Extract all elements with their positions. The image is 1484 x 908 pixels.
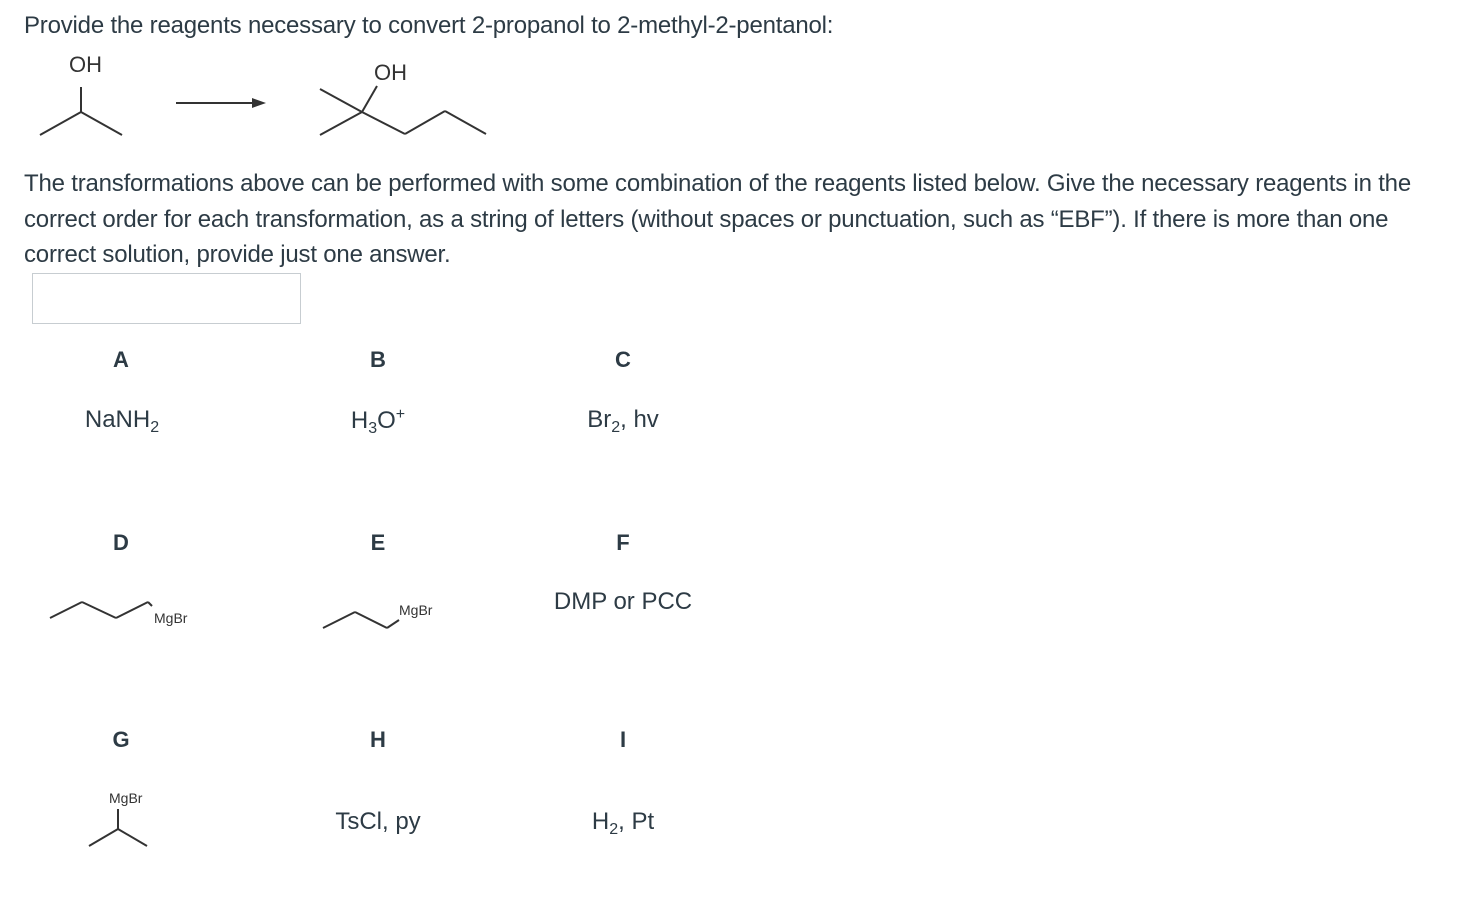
reagent-letter-b: B [370,347,386,372]
reagent-g-isopropylmagnesium-bromide [80,785,170,855]
reagent-c-br2-hv: $Br_2$, hv [587,406,659,436]
reagent-i-h2-pt: $H_2$, Pt [591,808,655,838]
reagent-e-mgbr-label: MgBr [399,602,433,618]
reaction-scheme [0,0,520,150]
reagent-letter-g: G [112,727,130,752]
reagent-letter-d: D [113,530,129,555]
reagent-letter-i: I [619,727,627,752]
reagent-h-tscl-py: TsCl, py [335,808,421,835]
reagent-letter-f: F [616,530,630,555]
reagent-d-mgbr-label: MgBr [154,610,188,626]
reagent-letter-e: E [370,530,386,555]
answer-input[interactable] [32,273,301,324]
reagent-g-mgbr-label: MgBr [109,790,143,806]
product-oh-label: OH [374,60,407,85]
instructions-text: The transformations above can be performed with some combination of the reagents listed below. Give the necessary reagents in the correct order for each transformation, as a string of letters (without spaces or punctuation, such as “EBF”). If there is more than one correct solution, provide just one answer. [24,170,1411,268]
reaction-arrow-icon [176,98,266,108]
question-text: Provide the reagents necessary to convert 2-propanol to 2-methyl-2-pentanol: [24,12,834,39]
reagent-letter-h: H [370,727,386,752]
reagent-letter-c: C [615,347,631,372]
reagent-b-h3o-plus: $H_3O^+$ [350,406,406,437]
product-2-methyl-2-pentanol [320,86,486,135]
reagent-e-ethylmagnesium-bromide [315,592,475,642]
reagent-d-propylmagnesium-bromide [40,590,220,640]
starting-oh-label: OH [69,52,102,77]
starting-material-2-propanol [40,87,122,135]
reagent-a-nanh2: NaNH$_2$ [84,406,160,436]
reagent-f-dmp-or-pcc: DMP or PCC [553,588,693,615]
reagent-letter-a: A [113,347,129,372]
